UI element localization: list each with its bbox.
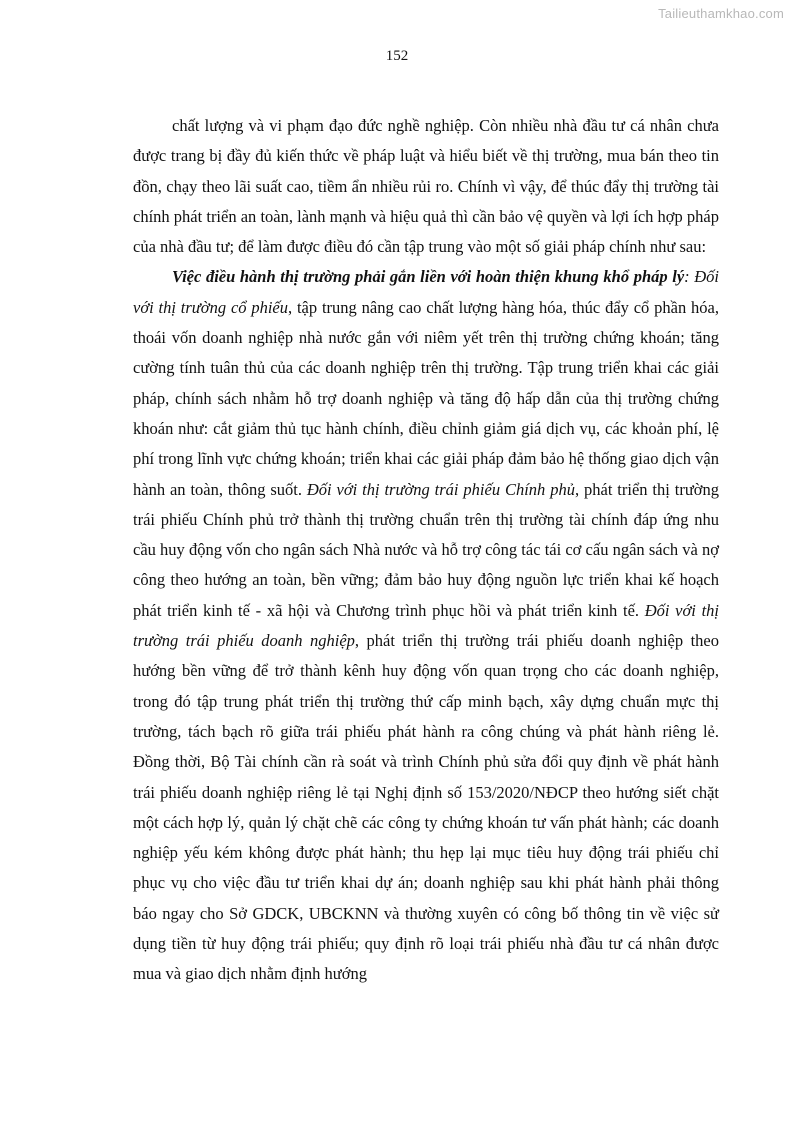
heading-colon: : xyxy=(684,267,690,287)
government-bond-label: Đối với thị trường trái phiếu Chính phủ xyxy=(306,479,575,499)
corporate-bond-label: Đối với thị trường trái phiếu doanh nghiệp xyxy=(133,600,719,651)
paragraph-intro: chất lượng và vi phạm đạo đức nghề nghiệp. Còn nhiều nhà đầu tư cá nhân chưa được trang bị đầy đủ kiến thức về pháp luật và hiểu biết về thị trường, mua bán theo tin đồn, chạy theo lãi suất cao, tiềm ẩn nhiều rủi ro. Chính vì vậy, để thúc đẩy thị trường tài chính phát triển an toàn, lành mạnh và hiệu quả thì cần bảo vệ quyền và lợi ích hợp pháp của nhà đầu tư; để làm được điều đó cần tập trung vào một số giải pháp chính như sau: xyxy=(133,116,719,257)
corporate-bond-text: , phát triển thị trường trái phiếu doanh nghiệp theo hướng bền vững để trở thành kênh huy động vốn quan trọng cho các doanh nghiệp, trong đó tập trung phát triển thị trường thứ cấp minh bạch, xây dựng chuẩn mực thị trường, tách bạch rõ giữa trái phiếu phát hành ra công chúng và phát hành riêng lẻ. Đồng thời, Bộ Tài chính cần rà soát và trình Chính phủ sửa đổi quy định về phát hành trái phiếu doanh nghiệp riêng lẻ tại Nghị định số 153/2020/NĐCP theo hướng siết chặt một cách hợp lý, quản lý chặt chẽ các công ty chứng khoán tư vấn phát hành; các doanh nghiệp yếu kém không được phát hành; thu hẹp lại mục tiêu huy động trái phiếu chỉ phục vụ cho việc đầu tư triển khai dự án; doanh nghiệp sau khi phát hành phải thông báo ngay cho Sở GDCK, UBCKNN và thường xuyên có công bố thông tin về việc sử dụng tiền từ huy động trái phiếu; quy định rõ loại trái phiếu nhà đầu tư cá nhân được mua và giao dịch nhằm định hướng xyxy=(133,631,720,984)
stock-market-text: , tập trung nâng cao chất lượng hàng hóa, thúc đẩy cổ phần hóa, thoái vốn doanh nghiệp nhà nước gắn với niêm yết trên thị trường chứng khoán; tăng cường tính tuân thủ của các doanh nghiệp trên thị trường. Tập trung triển khai các giải pháp, chính sách nhằm hỗ trợ doanh nghiệp và tăng độ hấp dẫn của thị trường chứng khoán như: cắt giảm thủ tục hành chính, điều chỉnh giảm giá dịch vụ, các khoản phí, lệ phí trong lĩnh vực chứng khoán; triển khai các giải pháp đảm bảo hệ thống giao dịch vận hành an toàn, thông suốt. xyxy=(133,297,719,499)
government-bond-text: , phát triển thị trường trái phiếu Chính phủ trở thành thị trường chuẩn trên thị trường tài chính đáp ứng nhu cầu huy động vốn cho ngân sách Nhà nước và hỗ trợ công tác tái cơ cấu ngân sách và nợ công theo hướng an toàn, bền vững; đảm bảo huy động nguồn lực triển khai kế hoạch phát triển kinh tế - xã hội và Chương trình phục hồi và phát triển kinh tế. xyxy=(133,479,719,620)
document-body xyxy=(133,111,719,990)
page-number: 152 xyxy=(385,48,409,64)
paragraph-solutions xyxy=(133,262,719,989)
solution-heading: Việc điều hành thị trường phải gắn liền với hoàn thiện khung khổ pháp lý xyxy=(172,267,685,287)
watermark: Tailieuthamkhao.com xyxy=(658,6,784,21)
stock-market-label: Đối với thị trường cổ phiếu xyxy=(133,267,720,317)
